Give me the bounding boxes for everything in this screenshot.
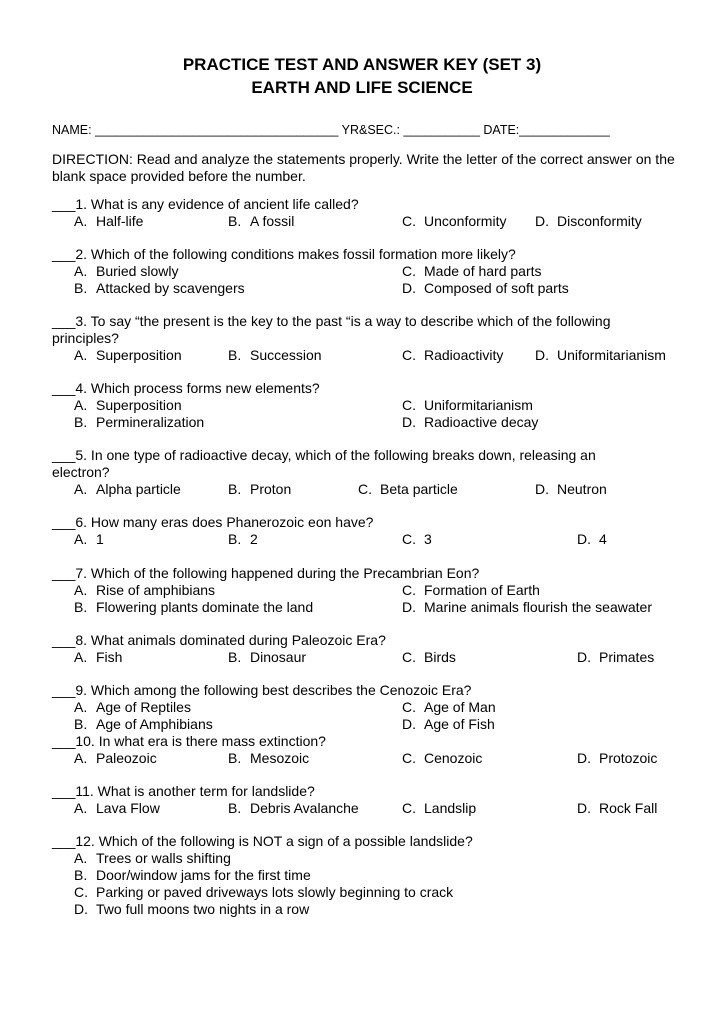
option-b: B. Flowering plants dominate the land: [74, 599, 314, 615]
options-row-q11: [0, 800, 724, 817]
question-12: ___12. Which of the following is NOT a sign of a possible landslide?: [52, 833, 473, 849]
option-b: B. A fossil: [228, 213, 295, 229]
option-b: B. Door/window jams for the first time: [74, 867, 311, 883]
option-d: D. Composed of soft parts: [402, 280, 569, 296]
option-a: A. Paleozoic: [74, 750, 157, 766]
option-d: D. Two full moons two nights in a row: [74, 901, 310, 917]
option-d: D. Primates: [577, 649, 655, 665]
option-a: A. Fish: [74, 649, 123, 665]
option-b: B. Permineralization: [74, 414, 205, 430]
options-row-q3: [0, 347, 724, 364]
options-row-q9b: [0, 716, 724, 733]
options-row-q4b: [0, 414, 724, 431]
option-a: A. Rise of amphibians: [74, 582, 216, 598]
option-a: A. Buried slowly: [74, 263, 179, 279]
page-title: PRACTICE TEST AND ANSWER KEY (SET 3): [182, 55, 542, 74]
directions: DIRECTION: Read and analyze the statements properly. Write the letter of the correct answer on the blank space provided before the number.: [52, 151, 675, 184]
question-3: ___3. To say “the present is the key to the past “is a way to describe which of the following principles?: [52, 313, 611, 346]
option-a: A. Alpha particle: [74, 481, 181, 497]
options-row-q7b: [0, 599, 724, 616]
option-c: C. Unconformity: [402, 213, 507, 229]
option-c: C. Beta particle: [358, 481, 458, 497]
option-b: B. 2: [228, 531, 258, 547]
options-row-q9a: [0, 699, 724, 716]
option-d: D. Rock Fall: [577, 800, 658, 816]
option-b: B. Succession: [228, 347, 322, 363]
option-d: D. Marine animals flourish the seawater: [402, 599, 652, 615]
options-row-q2a: [0, 263, 724, 280]
option-a: A. Lava Flow: [74, 800, 160, 816]
option-c: C. Uniformitarianism: [402, 397, 533, 413]
option-a: A. Age of Reptiles: [74, 699, 191, 715]
question-8: ___8. What animals dominated during Paleozoic Era?: [52, 632, 386, 648]
option-a: A. 1: [74, 531, 104, 547]
option-b: B. Attacked by scavengers: [74, 280, 245, 296]
option-d: D. Protozoic: [577, 750, 658, 766]
option-c: C. Made of hard parts: [402, 263, 542, 279]
options-row-q4a: [0, 397, 724, 414]
option-c: C. 3: [402, 531, 432, 547]
option-d: D. Uniformitarianism: [535, 347, 666, 363]
question-11: ___11. What is another term for landslide?: [52, 783, 315, 799]
question-4: ___4. Which process forms new elements?: [52, 380, 320, 396]
option-a: A. Superposition: [74, 347, 182, 363]
options-row-q8: [0, 649, 724, 666]
question-7: ___7. Which of the following happened during the Precambrian Eon?: [52, 565, 480, 581]
option-d: D. Radioactive decay: [402, 414, 539, 430]
option-b: B. Debris Avalanche: [228, 800, 359, 816]
options-row-q5: [0, 481, 724, 498]
option-c: C. Landslip: [402, 800, 477, 816]
option-b: B. Proton: [228, 481, 292, 497]
options-row-q6: [0, 531, 724, 548]
option-c: C. Parking or paved driveways lots slowly beginning to crack: [74, 884, 454, 900]
option-b: B. Age of Amphibians: [74, 716, 213, 732]
options-row-q10: [0, 750, 724, 767]
option-a: A. Superposition: [74, 397, 182, 413]
options-row-q2b: [0, 280, 724, 297]
option-c: C. Radioactivity: [402, 347, 504, 363]
question-5: ___5. In one type of radioactive decay, which of the following breaks down, releasing an electron?: [52, 447, 596, 480]
option-d: D. 4: [577, 531, 607, 547]
options-row-q1: [0, 213, 724, 230]
option-c: C. Formation of Earth: [402, 582, 540, 598]
option-a: A. Half-life: [74, 213, 144, 229]
option-d: D. Disconformity: [535, 213, 642, 229]
option-b: B. Mesozoic: [228, 750, 310, 766]
options-row-q7a: [0, 582, 724, 599]
page-subtitle: EARTH AND LIFE SCIENCE: [251, 78, 473, 97]
option-a: A. Trees or walls shifting: [74, 850, 231, 866]
question-10: ___10. In what era is there mass extinction?: [52, 733, 326, 749]
question-6: ___6. How many eras does Phanerozoic eon have?: [52, 514, 374, 530]
question-1: ___1. What is any evidence of ancient life called?: [52, 196, 359, 212]
option-d: D. Neutron: [535, 481, 607, 497]
student-info-line: NAME: ___________________________________ YR&SEC.: ___________ DATE:_____________: [52, 123, 610, 137]
question-2: ___2. Which of the following conditions makes fossil formation more likely?: [52, 246, 516, 262]
option-c: C. Age of Man: [402, 699, 496, 715]
option-b: B. Dinosaur: [228, 649, 307, 665]
option-c: C. Cenozoic: [402, 750, 483, 766]
option-d: D. Age of Fish: [402, 716, 495, 732]
option-c: C. Birds: [402, 649, 456, 665]
question-9: ___9. Which among the following best describes the Cenozoic Era?: [52, 682, 472, 698]
